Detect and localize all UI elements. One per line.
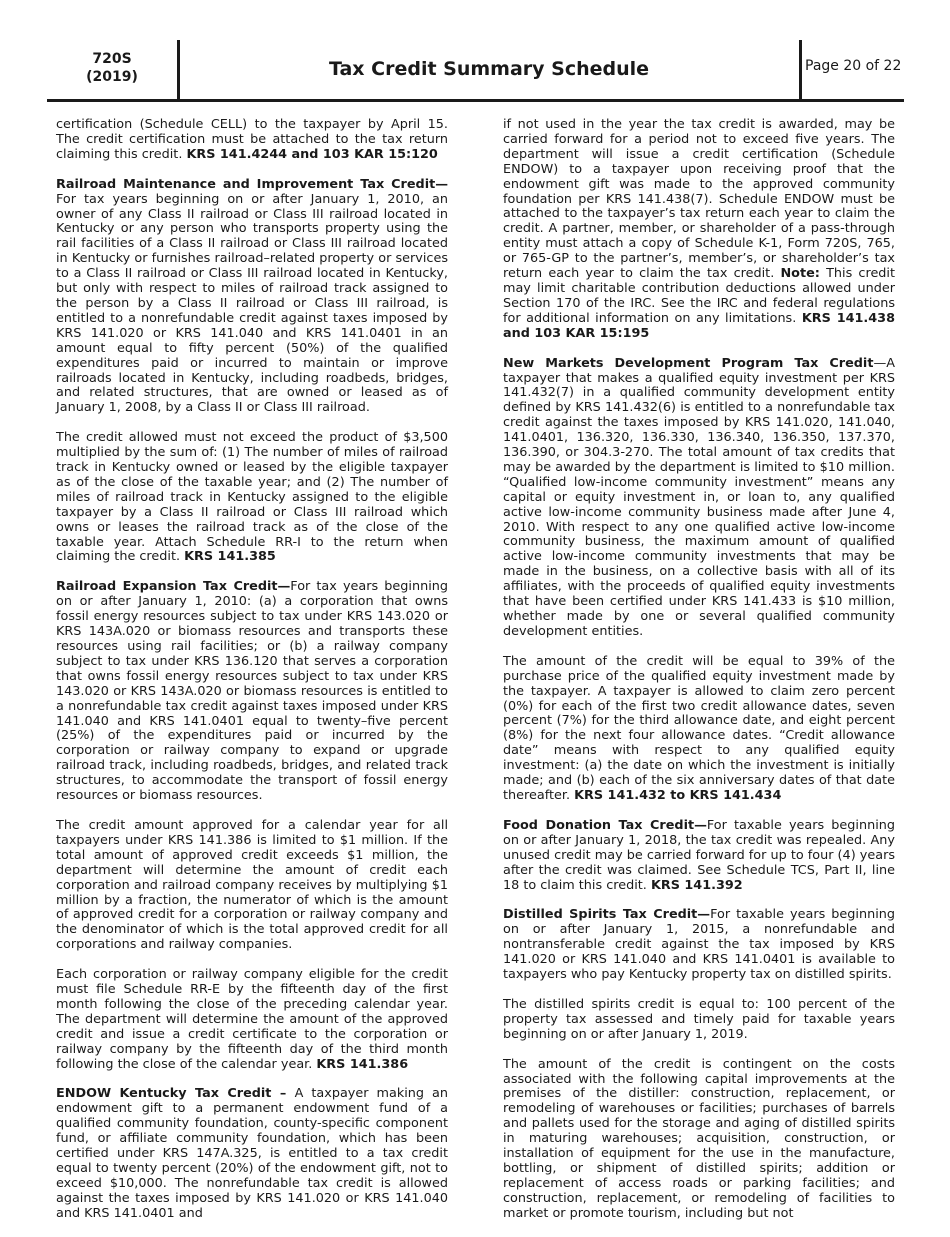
paragraph bbox=[503, 357, 895, 640]
body-text: The distilled spirits credit is equal to: 100 percent of the property tax assessed and timely paid for taxable years beginning on or after January 1, 2019. bbox=[503, 996, 895, 1042]
body-text: The credit amount approved for a calendar year for all taxpayers under KRS 141.386 is limited to $1 million. If the total amount of approved credit exceeds $1 million, the department will determine the amount of credit each corporation and railroad company receives by multiplying $1 million by a fraction, the numerator of which is the amount of approved credit for a corporation or railway company and the denominator of which is the total approved credit for all corporations and railway companies. bbox=[56, 817, 448, 953]
form-year: (2019) bbox=[86, 69, 138, 85]
header-divider-right bbox=[799, 40, 802, 102]
header-rule bbox=[47, 99, 904, 102]
bold-text: Food Donation Tax Credit— bbox=[503, 817, 707, 833]
bold-text: Distilled Spirits Tax Credit— bbox=[503, 907, 711, 923]
paragraph bbox=[56, 819, 448, 953]
body-text: if not used in the year the tax credit is awarded, may be carried forward for a period not to exceed five years. The department will issue a credit certification (Schedule ENDOW) to a taxpayer upon receiving proof that the endowment gift was made to the approved community foundation per KRS 141.438(7). Schedule ENDOW must be attached to the taxpayer’s tax return each year to claim the credit. A partner, member, or shareholder of a pass-through entity must attach a copy of Schedule K-1, Form 720S, 765, or 765-GP to the partner’s, member’s, or shareholder’s tax return each year to claim the tax credit. bbox=[503, 117, 895, 282]
paragraph bbox=[56, 431, 448, 565]
paragraph bbox=[503, 118, 895, 342]
left-column bbox=[56, 118, 448, 1237]
bold-text: KRS 141.438 and 103 KAR 15:195 bbox=[503, 310, 895, 341]
paragraph bbox=[503, 998, 895, 1043]
page-number: Page 20 of 22 bbox=[805, 58, 902, 74]
bold-text: Note: bbox=[780, 266, 820, 282]
bold-text: Railroad Expansion Tax Credit— bbox=[56, 579, 291, 595]
page-title: Tax Credit Summary Schedule bbox=[328, 58, 650, 80]
bold-text: KRS 141.432 to KRS 141.434 bbox=[574, 787, 782, 803]
page-header bbox=[47, 40, 904, 102]
paragraph bbox=[56, 968, 448, 1072]
body-text: For tax years beginning on or after January 1, 2010: (a) a corporation that owns fossil energy resources subject to tax under KRS 143.020 or KRS 143A.020 or biomass resources and transports these resources using rail facilities; or (b) a railway company subject to tax under KRS 136.120 that serves a corporation that owns fossil energy resources subject to tax under KRS 143.020 or KRS 143A.020 or biomass resources is entitled to a nonrefundable tax credit against taxes imposed under KRS 141.040 and KRS 141.0401 equal to twenty–five percent (25%) of the expenditures paid or incurred by the corporation or railway company to expand or upgrade railroad track, including roadbeds, bridges, and related track structures, to accommodate the transport of fossil energy resources or biomass resources. bbox=[56, 579, 448, 804]
body-text: The amount of the credit will be equal to 39% of the purchase price of the qualified equity investment made by the taxpayer. A taxpayer is allowed to claim zero percent (0%) for each of the first two credit allowance dates, seven percent (7%) for the third allowance date, and eight percent (8%) for the next four allowance dates. “Credit allowance date” means with respect to any qualified equity investment: (a) the date on which the investment is initially made; and (b) each of the six anniversary dates of that date thereafter. bbox=[503, 653, 895, 803]
bold-text: New Markets Development Program Tax Credit bbox=[503, 355, 874, 371]
bold-text: KRS 141.386 bbox=[316, 1056, 409, 1072]
form-id bbox=[47, 50, 177, 86]
bold-text: KRS 141.385 bbox=[184, 549, 276, 565]
form-number: 720S bbox=[92, 51, 132, 67]
body-text: For taxable years beginning on or after January 1, 2018, the tax credit was repealed. Any unused credit may be carried forward for up to four (4) years after the credit was claimed. See Schedule TCS, Part II, line 18 to claim this credit. bbox=[503, 817, 895, 893]
bold-text: Railroad Maintenance and Improvement Tax Credit— bbox=[56, 176, 448, 192]
paragraph bbox=[56, 580, 448, 804]
bold-text: KRS 141.4244 and 103 KAR 15:120 bbox=[186, 146, 438, 162]
body-text: This credit may limit charitable contribution deductions allowed under Section 170 of the IRC. See the IRC and federal regulations for additional information on any limitations. bbox=[503, 266, 896, 326]
paragraph bbox=[56, 178, 448, 417]
paragraph bbox=[56, 118, 448, 163]
body-text: The amount of the credit is contingent on the costs associated with the following capital improvements at the premises of the distiller: construction, replacement, or remodeling of warehouses or facilities; purchases of barrels and pallets used for the storage and aging of distilled spirits in maturing warehouses; acquisition, construction, or installation of equipment for the use in the manufacture, bottling, or shipment of distilled spirits; addition or replacement of access roads or parking facilities; and construction, replacement, or remodeling of facilities to market or promote tourism, including but not bbox=[503, 1056, 895, 1221]
bold-text: KRS 141.392 bbox=[650, 877, 743, 893]
paragraph bbox=[503, 908, 895, 983]
bold-text: ENDOW Kentucky Tax Credit – bbox=[56, 1086, 295, 1102]
body-text: For taxable years beginning on or after January 1, 2015, a nonrefundable and nontransferable credit against the tax imposed by KRS 141.020 or KRS 141.040 and KRS 141.0401 is available to taxpayers who pay Kentucky property tax on distilled spirits. bbox=[503, 907, 895, 983]
paragraph bbox=[503, 1058, 895, 1222]
body-text: certification (Schedule CELL) to the taxpayer by April 15. The credit certification must be attached to the tax return claiming this credit. bbox=[56, 117, 448, 162]
body-text: Each corporation or railway company eligible for the credit must file Schedule RR-E by the fifteenth day of the first month following the close of the preceding calendar year. The department will determine the amount of the approved credit and issue a credit certificate to the corporation or railway company by the fifteenth day of the third month following the close of the calendar year. bbox=[56, 967, 448, 1072]
body-text: For tax years beginning on or after January 1, 2010, an owner of any Class II railroad or Class III railroad located in Kentucky or any person who transports property using the rail facilities of a Class II railroad or Class III railroad located in Kentucky or furnishes railroad–related property or services to a Class II railroad or Class III railroad located in Kentucky, but only with respect to miles of railroad track assigned to the person by a Class II railroad or Class III railroad, is entitled to a nonrefundable credit against taxes imposed by KRS 141.020 or KRS 141.040 and KRS 141.0401 in an amount equal to fifty percent (50%) of the qualified expenditures paid or incurred to maintain or improve railroads located in Kentucky, including roadbeds, bridges, and related structures, that are owned or leased as of January 1, 2008, by a Class II or Class III railroad. bbox=[56, 191, 448, 416]
body-text: A taxpayer making an endowment gift to a permanent endowment fund of a qualified community foundation, county-specific component fund, or affiliate community foundation, which has been certified under KRS 147A.325, is entitled to a tax credit equal to twenty percent (20%) of the endowment gift, not to exceed $10,000. The nonrefundable tax credit is allowed against the taxes imposed by KRS 141.020 or KRS 141.040 and KRS 141.0401 and bbox=[56, 1086, 448, 1221]
body-text: The credit allowed must not exceed the product of $3,500 multiplied by the sum of: (1) The number of miles of railroad track in Kentucky owned or leased by the eligible taxpayer as of the close of the taxable year; and (2) The number of miles of railroad track in Kentucky assigned to the eligible taxpayer by a Class II railroad or Class III railroad which owns or leases the railroad track as of the close of the taxable year. Attach Schedule RR-I to the return when claiming the credit. bbox=[56, 430, 448, 565]
paragraph bbox=[56, 1087, 448, 1221]
body-text: —A taxpayer that makes a qualified equity investment per KRS 141.432(7) in a qualified community development entity defined by KRS 141.432(6) is entitled to a nonrefundable tax credit against the taxes imposed by KRS 141.020, 141.040, 141.0401, 136.320, 136.330, 136.340, 136.350, 137.370, 136.390, or 304.3-270. The total amount of tax credits that may be awarded by the department is limited to $10 million. “Qualified low-income community investment” means any capital or equity investment in, or loan to, any qualified active low-income community business made after June 4, 2010. With respect to any one qualified active low-income community business, the maximum amount of qualified active low-income community investments that may be made in the business, on a collective basis with all of its affiliates, with the proceeds of qualified equity investments that have been certified under KRS 141.433 is $10 million, whether made by one or several qualified community development entities. bbox=[503, 355, 895, 639]
right-column bbox=[503, 118, 895, 1237]
paragraph bbox=[503, 819, 895, 894]
paragraph bbox=[503, 655, 895, 804]
